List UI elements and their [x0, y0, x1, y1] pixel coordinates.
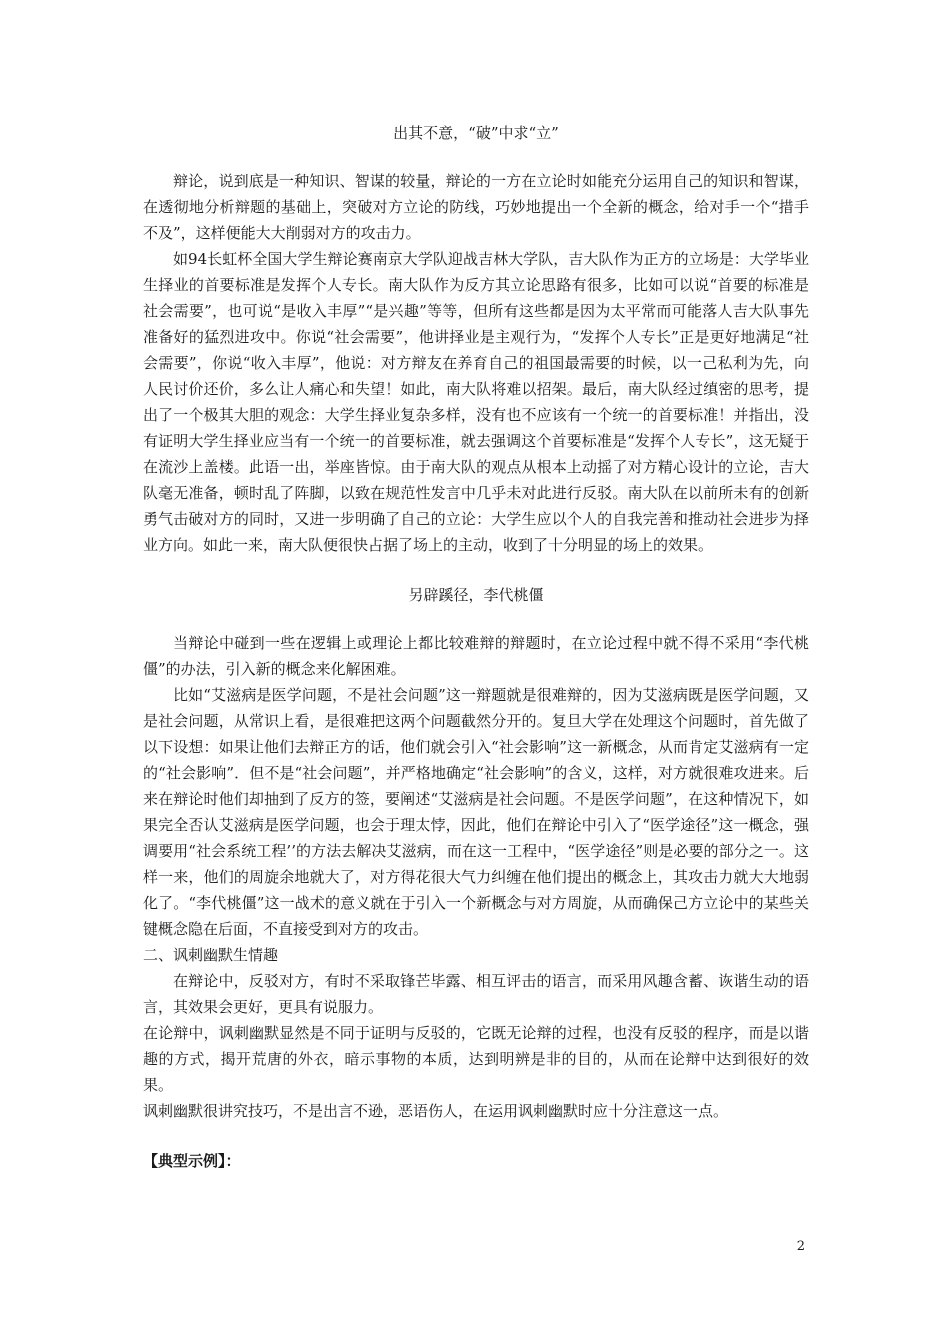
spacer — [143, 558, 809, 582]
paragraph: 在论辩中，讽刺幽默显然是不同于证明与反驳的，它既无论辩的过程，也没有反驳的程序，而是以谐趣的方式，揭开荒唐的外衣，暗示事物的本质，达到明辨是非的目的，从而在论辩中达到很好的效果。 — [143, 1024, 809, 1094]
paragraph: 比如“艾滋病是医学问题，不是社会问题”这一辩题就是很难辩的，因为艾滋病既是医学问题，又是社会问题，从常识上看，是很难把这两个问题截然分开的。复旦大学在处理这个问题时，首先做了以下设想：如果让他们去辩正方的话，他们就会引入“社会影响”这一新概念，从而肯定艾滋病有一定的“社会影响”．但不是“社会问题”，并严格地确定“社会影响”的含义，这样，对方就很难攻进来。后来在辩论时他们却抽到了反方的签，要阐述“艾滋病是社会问题。不是医学问题”，在这种情况下，如果完全否认艾滋病是医学问题，也会于理太悖，因此，他们在辩论中引入了“医学途径”这一概念，强调要用“社会系统工程’’的方法去解决艾滋病，而在这一工程中，“医学途径”则是必要的部分之一。这样一来，他们的周旋余地就大了，对方得花很大气力纠缠在他们提出的概念上，其攻击力就大大地弱化了。“李代桃僵”这一战术的意义就在于引入一个新概念与对方周旋，从而确保己方立论中的某些关键概念隐在后面，不直接受到对方的攻击。 — [143, 686, 809, 938]
spacer — [143, 608, 809, 630]
section-heading-2: 另辟蹊径，李代桃僵 — [408, 586, 544, 604]
spacer — [143, 1124, 809, 1148]
paragraph: 如94长虹杯全国大学生辩论赛南京大学队迎战吉林大学队，吉大队作为正方的立场是：大学毕业生择业的首要标准是发挥个人专长。南大队作为反方其立论思路有很多，比如可以说“首要的标准是社会需要”，也可说“是收入丰厚”“是兴趣”等等，但所有这些都是因为太平常而可能落人吉大队事先准备好的猛烈进攻中。你说“社会需要”，他讲择业是主观行为，“发挥个人专长”正是更好地满足“社会需要”，你说“收入丰厚”，他说：对方辩友在养育自己的祖国最需要的时候，以一己私利为先，向人民讨价还价，多么让人痛心和失望！如此，南大队将难以招架。最后，南大队经过缜密的思考，提出了一个极其大胆的观念：大学生择业复杂多样，没有也不应该有一个统一的首要标准！并指出，没有证明大学生择业应当有一个统一的首要标准，就去强调这个首要标准是“发挥个人专长”，这无疑于在流沙上盖楼。此语一出，举座皆惊。由于南大队的观点从根本上动摇了对方精心设计的立论，吉大队毫无准备，顿时乱了阵脚，以致在规范性发言中几乎未对此进行反驳。南大队在以前所未有的创新勇气击破对方的同时，又进一步明确了自己的立论：大学生应以个人的自我完善和推动社会进步为择业方向。如此一来，南大队便很快占据了场上的主动，收到了十分明显的场上的效果。 — [143, 250, 809, 554]
example-label: 【典型示例】： — [143, 1152, 241, 1170]
page-number: 2 — [796, 1239, 805, 1254]
paragraph: 在辩论中，反驳对方，有时不采取锋芒毕露、相互评击的语言，而采用风趣含蓄、诙谐生动的语言，其效果会更好，更具有说服力。 — [143, 972, 809, 1016]
section-heading-1: 出其不意，“破”中求“立” — [393, 124, 559, 142]
paragraph: 辩论，说到底是一种知识、智谋的较量，辩论的一方在立论时如能充分运用自己的知识和智谋，在透彻地分析辩题的基础上，突破对方立论的防线，巧妙地提出一个全新的概念，给对手一个“措手不及”，这样便能大大削弱对方的攻击力。 — [143, 172, 809, 242]
paragraph: 当辩论中碰到一些在逻辑上或理论上都比较难辩的辩题时，在立论过程中就不得不采用“李代桃僵”的办法，引入新的概念来化解困难。 — [143, 634, 809, 678]
document-page — [143, 120, 809, 1174]
spacer — [143, 146, 809, 168]
section-heading-3: 二、讽刺幽默生情趣 — [143, 946, 279, 964]
paragraph: 讽刺幽默很讲究技巧，不是出言不逊，恶语伤人，在运用讽刺幽默时应十分注意这一点。 — [143, 1102, 729, 1120]
